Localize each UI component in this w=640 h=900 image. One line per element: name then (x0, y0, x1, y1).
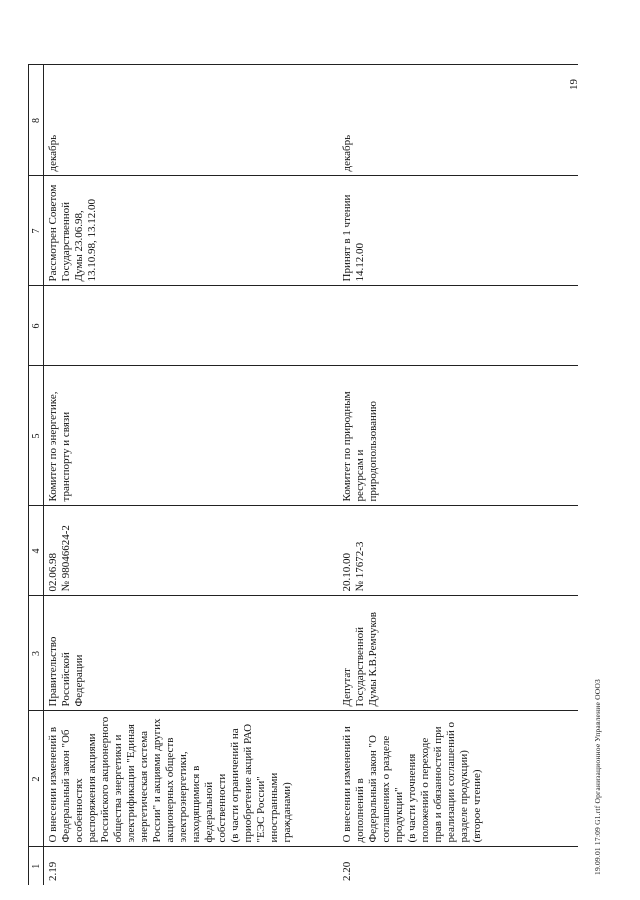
column-header: 8 (29, 65, 44, 176)
term: декабрь (44, 65, 338, 176)
term: декабрь (338, 65, 578, 176)
column-header: 1 (29, 847, 44, 885)
status: Рассмотрен Советом Государственной Думы 23.06.98, 13.10.98, 13.12.00 (44, 176, 338, 286)
registration: 20.10.00 № 17672-3 (338, 506, 578, 596)
column-header: 6 (29, 286, 44, 366)
bill-author: Депутат Государственной Думы К.В.Ремчуков (338, 596, 578, 711)
column-header: 2 (29, 711, 44, 847)
bill-author: Правительство Российской Федерации (44, 596, 338, 711)
header-row (29, 65, 44, 885)
bill-title: О внесении изменений в Федеральный закон "Об особенностях распоряжения акциями Российского акционерного общества энергетики и электрификации "Единая энергетическая система России" и акциями других акционерных обществ электроэнергетики, находящимися в федеральной собственности (в части ограничений на приобретение акций РАО "ЕЭС России" иностранными гражданами) (44, 711, 338, 847)
column-6-cell (338, 286, 578, 366)
row-number: 2.20 (338, 847, 578, 885)
footer-text: 19.09.01 17:09 G1.rtf Организационное Управление ООО3 (593, 679, 602, 875)
column-header: 5 (29, 366, 44, 506)
table-row (338, 65, 578, 885)
committee: Комитет по природным ресурсам и природопользованию (338, 366, 578, 506)
legislation-table (28, 65, 578, 886)
column-header: 3 (29, 596, 44, 711)
table-row (44, 65, 338, 885)
rotated-page (28, 65, 608, 885)
row-number: 2.19 (44, 847, 338, 885)
bill-title: О внесении изменений и дополнений в Федеральный закон "О соглашениях о разделе продукции" (в части уточнения положений о переходе прав и обязанностей при реализации соглашений о разделе продукции) (второе чтение) (338, 711, 578, 847)
column-header: 4 (29, 506, 44, 596)
committee: Комитет по энергетике, транспорту и связи (44, 366, 338, 506)
page-number: 19 (568, 79, 580, 90)
status: Принят в 1 чтении 14.12.00 (338, 176, 578, 286)
column-header: 7 (29, 176, 44, 286)
registration: 02.06.98 № 98046624-2 (44, 506, 338, 596)
column-6-cell (44, 286, 338, 366)
